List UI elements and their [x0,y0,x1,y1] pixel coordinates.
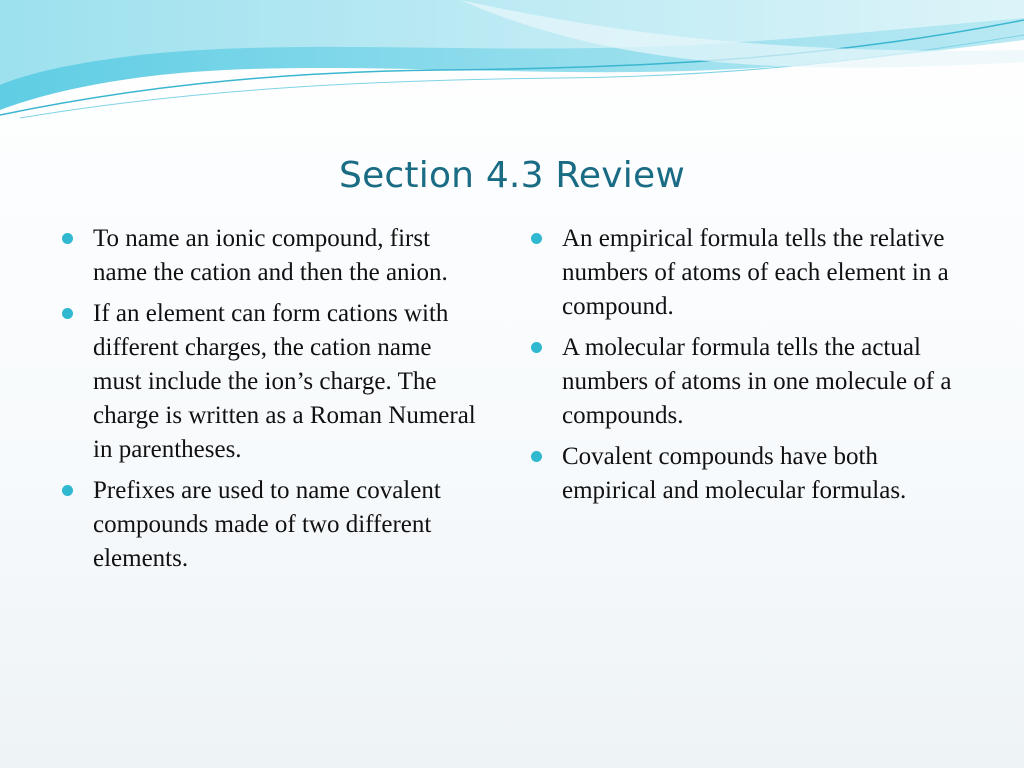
list-item [62,474,482,576]
list-item [531,440,961,508]
list-item [531,222,961,324]
decorative-wave-header [0,0,1024,130]
bullet-dot-icon [531,342,542,353]
bullet-text: An empirical formula tells the relative numbers of atoms of each element in a compound. [562,225,949,320]
bullet-text: If an element can form cations with different charges, the cation name must include the ion’s charge. The charge is written as a Roman Numeral in parentheses. [93,300,476,463]
bullet-dot-icon [62,485,73,496]
bullet-text: Prefixes are used to name covalent compounds made of two different elements. [93,477,441,572]
bullet-text: Covalent compounds have both empirical and molecular formulas. [562,443,907,504]
list-item [62,297,482,467]
bullet-dot-icon [62,233,73,244]
bullet-text: A molecular formula tells the actual numbers of atoms in one molecule of a compounds. [562,334,952,429]
slide-title: Section 4.3 Review [339,155,685,196]
bullet-dot-icon [531,233,542,244]
bullet-dot-icon [62,308,73,319]
list-item [531,331,961,433]
bullet-dot-icon [531,451,542,462]
bullet-text: To name an ionic compound, first name the cation and then the anion. [93,225,448,286]
left-bullet-list [62,222,482,583]
list-item [62,222,482,290]
right-bullet-list [531,222,961,515]
